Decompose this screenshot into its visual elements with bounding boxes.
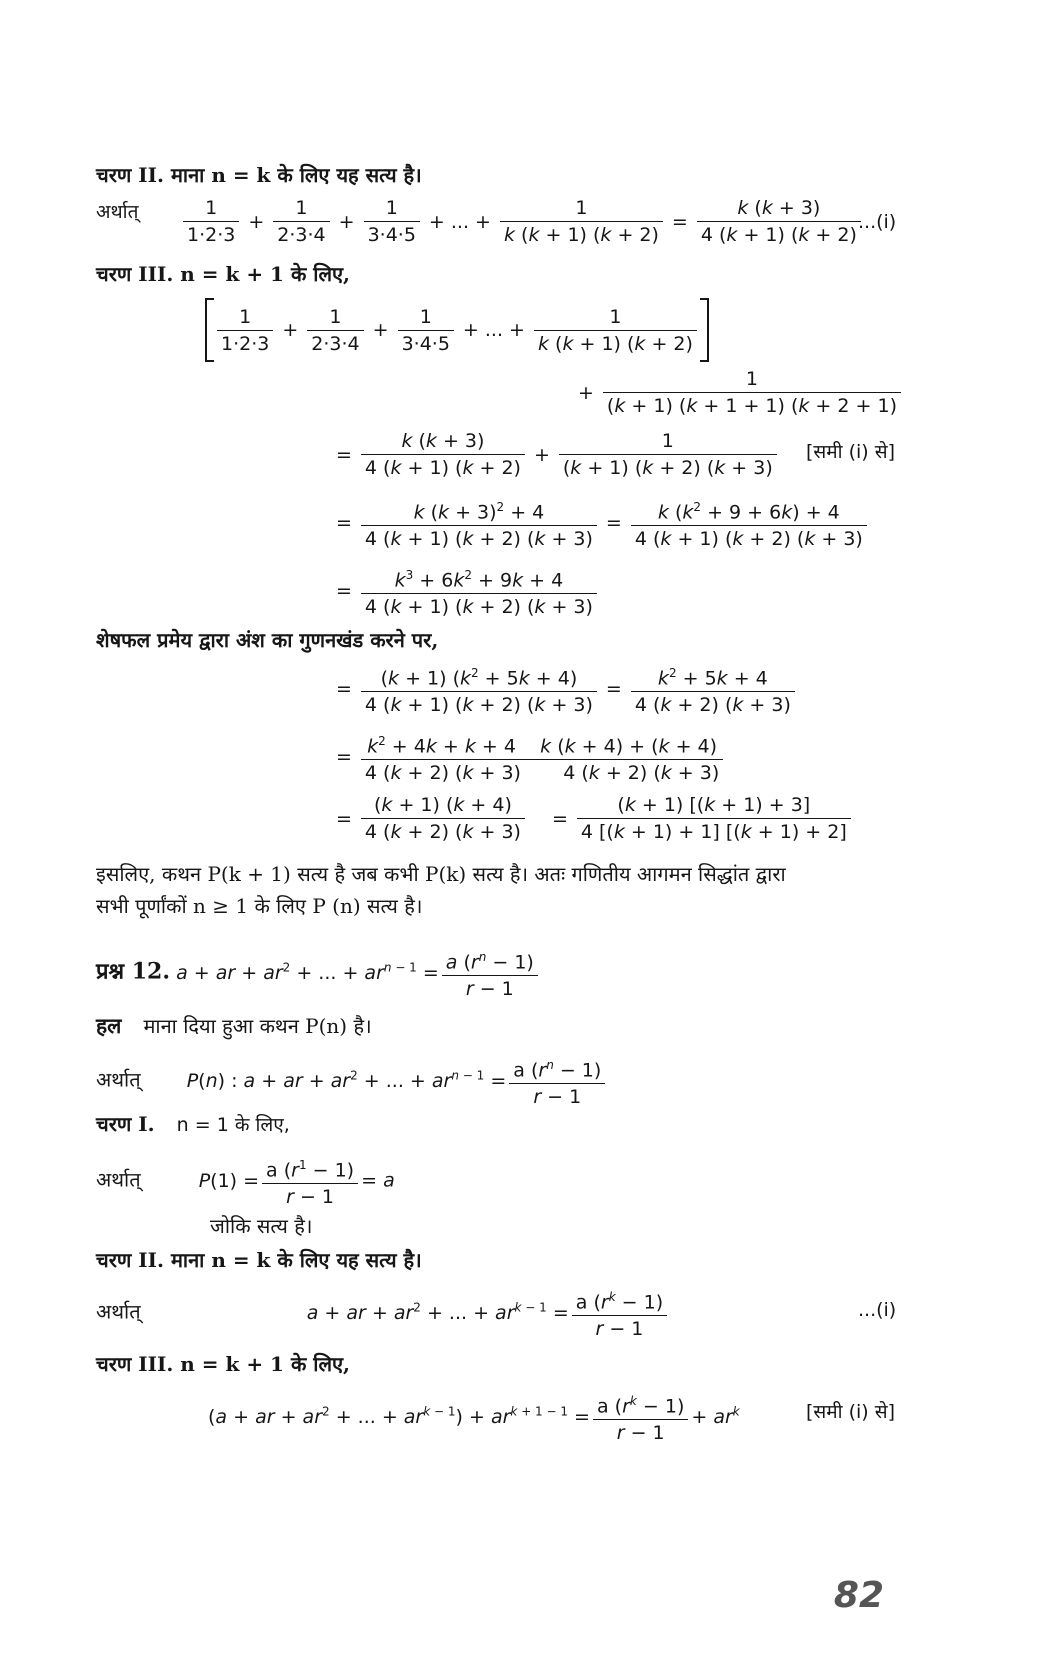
which-is-true: जोकि सत्य है। [210,1214,313,1238]
arthat-label: अर्थात् [96,201,139,223]
step-eq-2: = $\frac{k (k + 3)^2 + 4}{4 (k + 1) (k + 2) (k + 3)}$ = $\frac{k (k^2 + 9 + 6k) + 4}{4 (k + 1) (k + 2) (k + 3)}$ [330,494,870,552]
equation-i-b: अर्थात् a + ar + $ar^2$ + ... + $ar^{k - 1}$ = $\frac{a (r^k - 1)}{r - 1}$ [96,1284,670,1342]
step-3-heading: चरण III. n = k + 1 के लिए, [96,262,351,286]
step-1-text: n = 1 के लिए, [176,1114,290,1136]
question-12: प्रश्न 12. a + ar + $ar^2$ + ... + $ar^{n - 1}$ = $\frac{a (r^n - 1)}{r - 1}$ [96,944,541,1002]
step-3b-heading: चरण III. n = k + 1 के लिए, [96,1352,351,1376]
solution-intro-text: माना दिया हुआ कथन P(n) है। [143,1014,372,1038]
reference-eq-i: [समी (i) से] [806,441,895,463]
conclusion-line-1: इसलिए, कथन P(k + 1) सत्य है जब कभी P(k) सत्य है। अतः गणितीय आगमन सिद्धांत द्वारा [96,862,786,886]
step-eq-6: = $\frac{(k + 1) (k + 4)}{4 (k + 2) (k + 3)}$ = $\frac{(k + 1) [(k + 1) + 3]}{4 [(k + 1) + 1] [(k + 1) + 2]}$ [330,792,854,845]
step-eq-1: = $\frac{k (k + 3)}{4 (k + 1) (k + 2)}$ + $\frac{1}{(k + 1) (k + 2) (k + 3)}$ [330,428,780,481]
conclusion-line-2: सभी पूर्णांकों n ≥ 1 के लिए P (n) सत्य है। [96,894,423,918]
step-eq-4: = $\frac{(k + 1) (k^2 + 5k + 4)}{4 (k + 1) (k + 2) (k + 3)}$ = $\frac{k^2 + 5k + 4}{4 (k + 2) (k + 3)}$ [330,660,798,718]
bracketed-sum: $\frac{1}{1\cdot 2\cdot 3}$ + $\frac{1}{2\cdot 3\cdot 4}$ + $\frac{1}{3\cdot 4\cdot 5}$ + ... + $\frac{1}{k (k + 1) (k + 2)}$ [205,298,709,362]
step-1-heading: चरण I. [96,1112,155,1136]
equation-i-tag: ...(i) [858,211,897,233]
solution-intro [96,1014,372,1039]
arthat-label-3: अर्थात् [96,1167,141,1192]
step-eq-5: = $\frac{k^2 + 4k + k + 4 k (k + 4) + (k + 4)}{4 (k + 2) (k + 3) 4 (k + 2) (k + 3)}$ [330,728,726,786]
reference-eq-i-b: [समी (i) से] [806,1401,895,1423]
step-eq-3: = $\frac{k^3 + 6k^2 + 9k + 4}{4 (k + 1) (k + 2) (k + 3)}$ [330,562,600,620]
question-12-label: प्रश्न 12. [96,958,171,985]
arthat-label-2: अर्थात् [96,1067,141,1092]
factor-remark: शेषफल प्रमेय द्वारा अंश का गुणनखंड करने पर, [96,628,439,652]
solution-label: हल [96,1013,122,1038]
equation-i: $\frac{1}{1\cdot 2\cdot 3}$ + $\frac{1}{2\cdot 3\cdot 4}$ + $\frac{1}{3\cdot 4\cdot 5}$ + ... + $\frac{1}{k (k + 1) (k + 2)}$ = $\frac{k (k + 3)}{4 (k + 1) (k + 2)}$ [180,195,864,248]
statement-pn: अर्थात् P(n) : a + ar + $ar^2$ + ... + $ar^{n - 1}$ = $\frac{a (r^n - 1)}{r - 1}$ [96,1052,608,1110]
equation-i-line [96,200,138,224]
equation-i-b-tag: ...(i) [858,1299,897,1321]
page-number: 82 [833,1575,884,1616]
arthat-label-4: अर्थात् [96,1299,141,1324]
step-3b-equation: (a + ar + $ar^2$ + ... + $ar^{k - 1}) + ar^{k + 1 - 1}$ = $\frac{a (r^k - 1)}{r - 1}$ + $ar^k$ [208,1388,740,1446]
p1-line: अर्थात् P(1) = $\frac{a (r^1 - 1)}{r - 1}$ = a [96,1152,395,1210]
step-1-line [96,1112,290,1137]
next-term: + $\frac{1}{(k + 1) (k + 1 + 1) (k + 2 + 1)}$ [572,366,904,419]
step-2-heading: चरण II. माना n = k के लिए यह सत्य है। [96,163,422,187]
step-2b-heading: चरण II. माना n = k के लिए यह सत्य है। [96,1248,422,1272]
